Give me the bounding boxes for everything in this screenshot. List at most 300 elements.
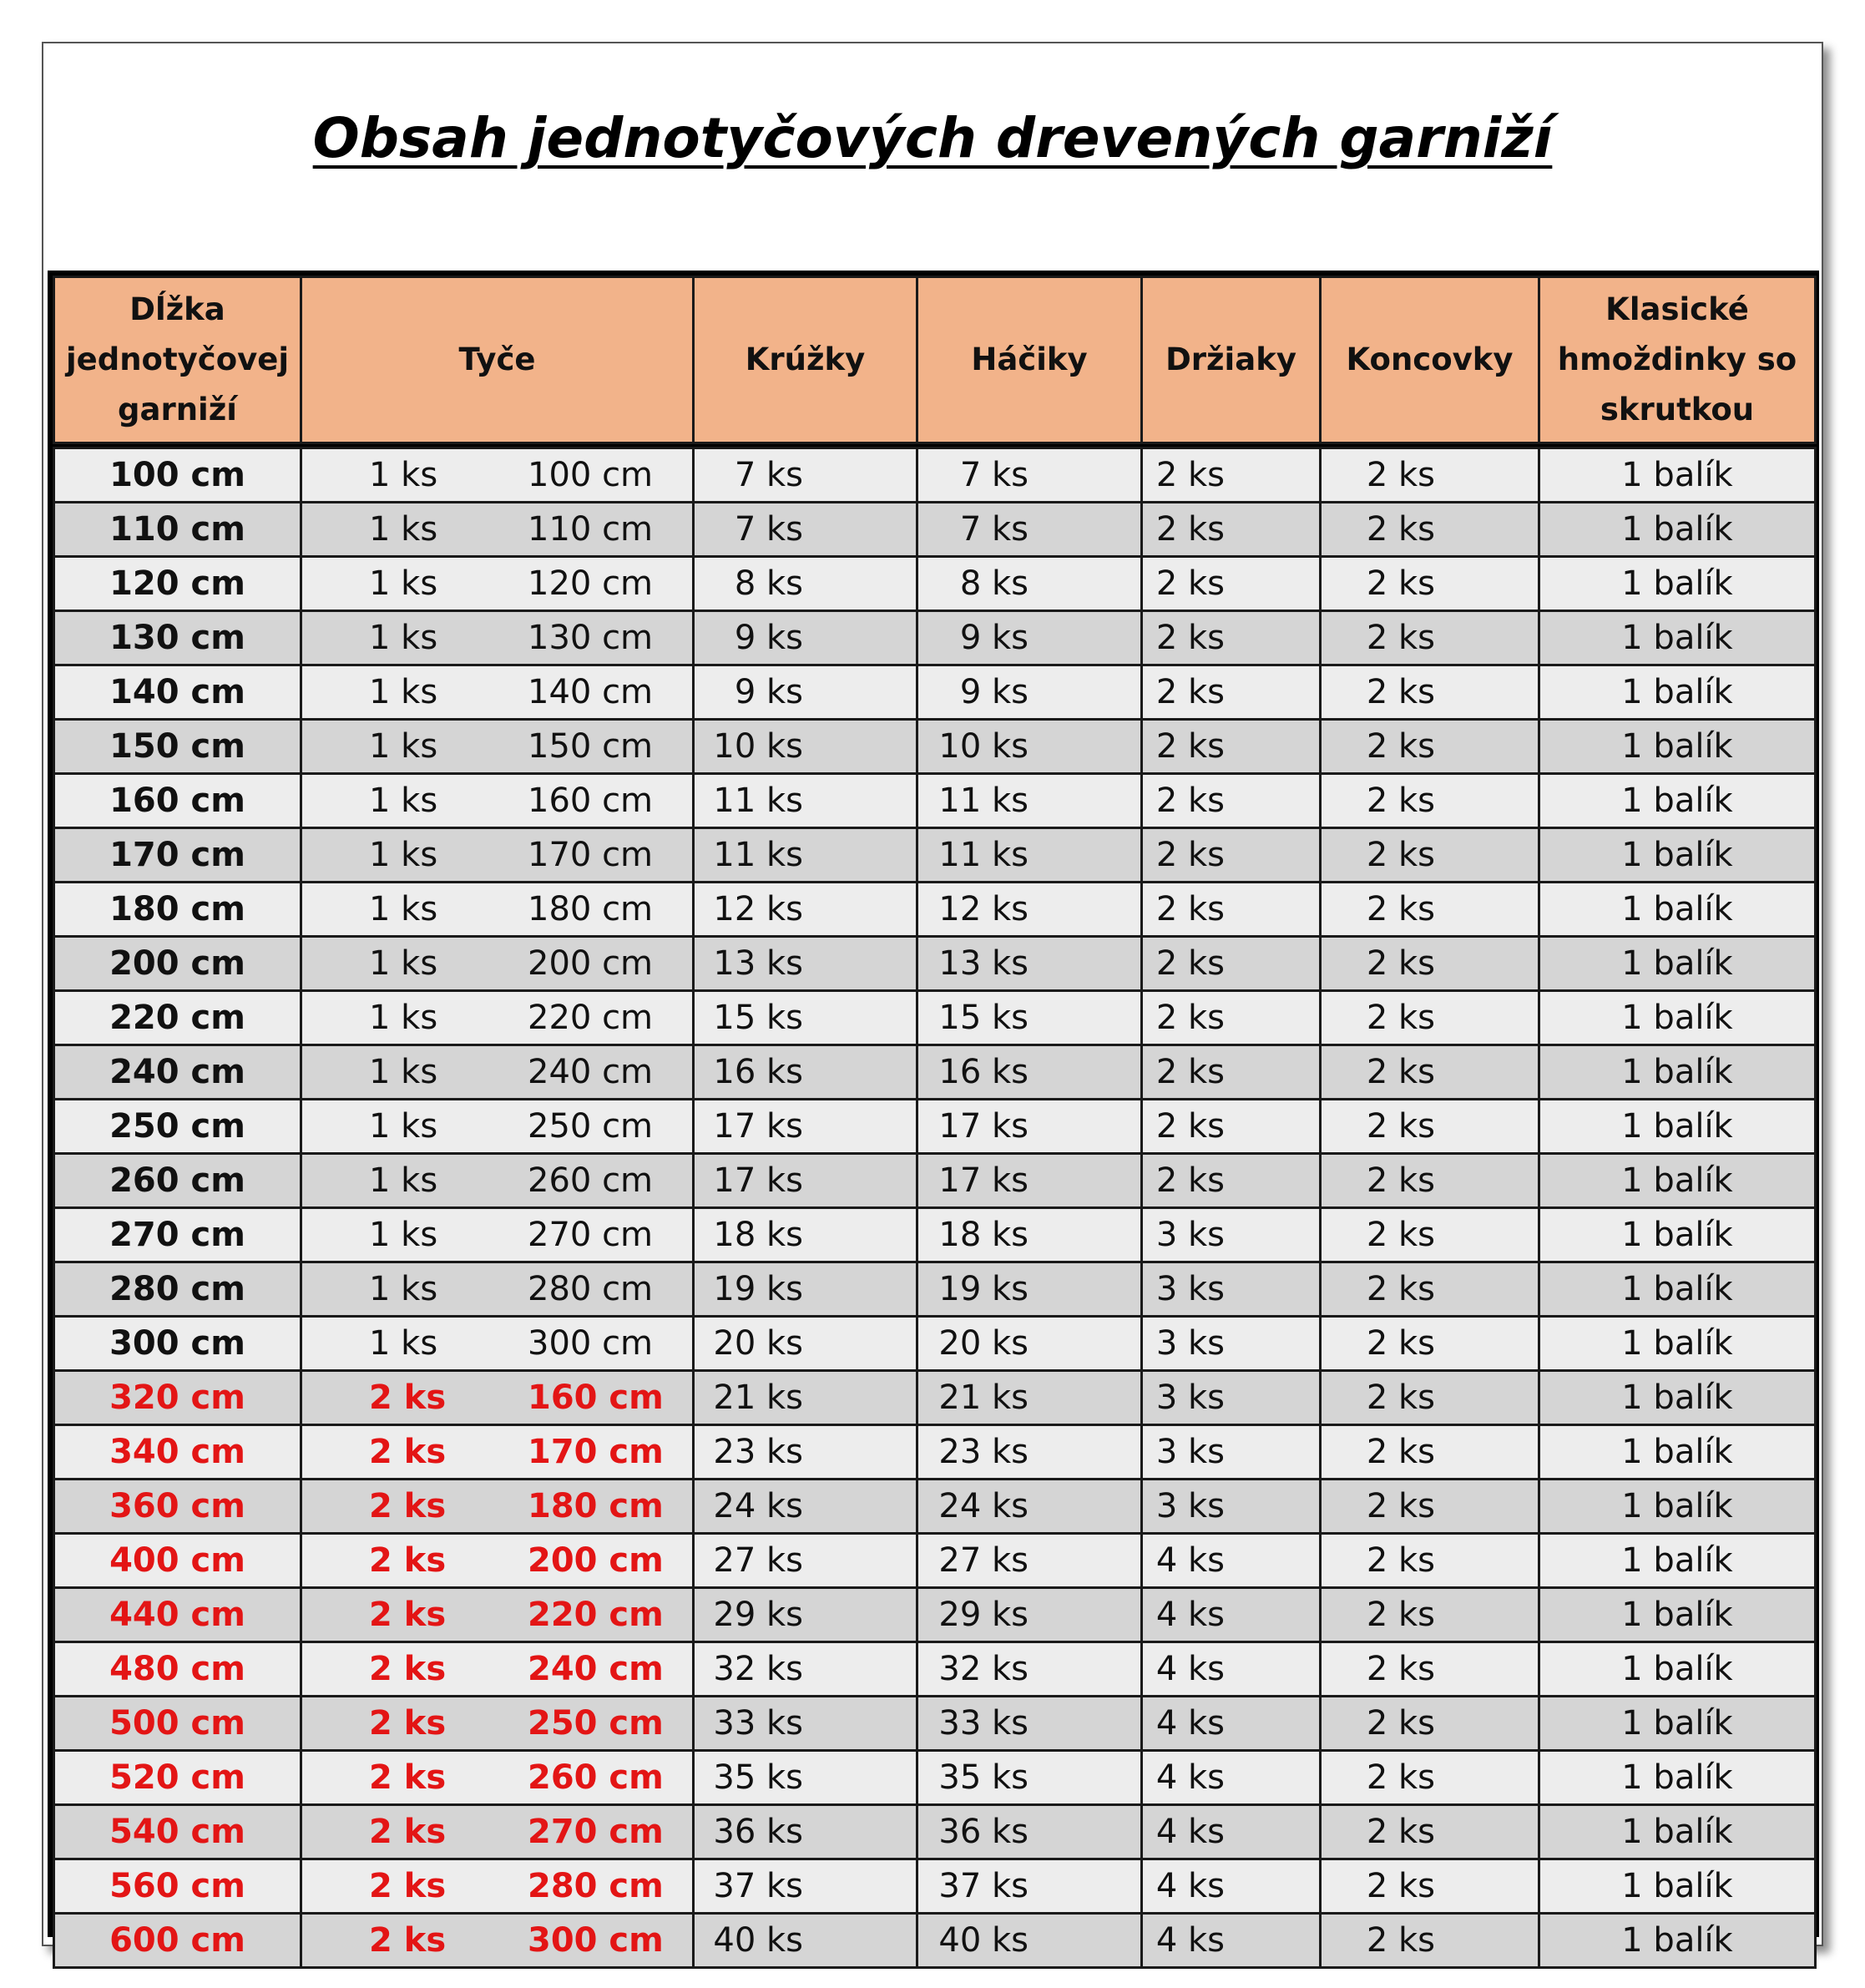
- cell-rods: [301, 1262, 694, 1317]
- cell-length: 480 cm: [54, 1642, 301, 1697]
- cell-anchors: 1 balík: [1539, 828, 1816, 883]
- header-hooks: Háčiky: [917, 277, 1142, 446]
- ends-value: 2 ks: [1366, 890, 1435, 928]
- brackets-value: 4 ks: [1155, 1867, 1225, 1905]
- rod-length: 170 cm: [528, 1433, 664, 1471]
- cell-ends: [1321, 828, 1539, 883]
- cell-length: 600 cm: [54, 1914, 301, 1968]
- table-row: [54, 557, 1816, 611]
- brackets-value: 3 ks: [1155, 1378, 1225, 1417]
- rings-value: 17 ks: [713, 1161, 803, 1200]
- hooks-value: 18 ks: [938, 1216, 1029, 1254]
- cell-hooks: [917, 1262, 1142, 1317]
- cell-rings: [694, 1642, 917, 1697]
- rod-length: 180 cm: [528, 1487, 664, 1525]
- cell-ends: [1321, 1317, 1539, 1371]
- rod-length: 120 cm: [528, 564, 654, 603]
- table-body: [54, 446, 1816, 1968]
- rod-length: 140 cm: [528, 673, 654, 711]
- brackets-value: 4 ks: [1155, 1650, 1225, 1688]
- cell-hooks: [917, 1371, 1142, 1425]
- rod-count: 1 ks: [369, 999, 438, 1037]
- cell-brackets: [1142, 1751, 1321, 1805]
- cell-length: 400 cm: [54, 1534, 301, 1588]
- rod-length: 240 cm: [528, 1053, 654, 1091]
- cell-length: 320 cm: [54, 1371, 301, 1425]
- cell-length: 180 cm: [54, 883, 301, 937]
- rod-length: 160 cm: [528, 1378, 664, 1417]
- table-row: [54, 1045, 1816, 1100]
- cell-rings: [694, 1208, 917, 1262]
- rod-length: 280 cm: [528, 1270, 654, 1308]
- ends-value: 2 ks: [1366, 944, 1435, 983]
- cell-rods: [301, 1371, 694, 1425]
- brackets-value: 3 ks: [1155, 1324, 1225, 1363]
- table-row: [54, 720, 1816, 774]
- cell-rings: [694, 1317, 917, 1371]
- cell-length: 240 cm: [54, 1045, 301, 1100]
- rod-count: 1 ks: [369, 619, 438, 657]
- ends-value: 2 ks: [1366, 1216, 1435, 1254]
- rod-count: 1 ks: [369, 1324, 438, 1363]
- ends-value: 2 ks: [1366, 510, 1435, 549]
- ends-value: 2 ks: [1366, 1324, 1435, 1363]
- rod-count: 1 ks: [369, 564, 438, 603]
- rings-value: 16 ks: [713, 1053, 803, 1091]
- table-row: [54, 1371, 1816, 1425]
- cell-hooks: [917, 937, 1142, 991]
- header-anchors: [1539, 277, 1816, 446]
- rod-count: 1 ks: [369, 944, 438, 983]
- hooks-value: 29 ks: [938, 1596, 1029, 1634]
- rod-count: 2 ks: [369, 1541, 447, 1580]
- hooks-value: 27 ks: [938, 1541, 1029, 1580]
- cell-ends: [1321, 1480, 1539, 1534]
- cell-length: 280 cm: [54, 1262, 301, 1317]
- cell-brackets: [1142, 557, 1321, 611]
- cell-hooks: [917, 1154, 1142, 1208]
- rod-count: 1 ks: [369, 510, 438, 549]
- cell-rods: [301, 1208, 694, 1262]
- cell-rods: [301, 937, 694, 991]
- cell-ends: [1321, 1425, 1539, 1480]
- cell-ends: [1321, 446, 1539, 503]
- rings-value: 40 ks: [713, 1921, 803, 1960]
- ends-value: 2 ks: [1366, 619, 1435, 657]
- cell-ends: [1321, 1100, 1539, 1154]
- brackets-value: 2 ks: [1155, 1107, 1225, 1146]
- cell-length: 220 cm: [54, 991, 301, 1045]
- hooks-value: 32 ks: [938, 1650, 1029, 1688]
- rod-count: 1 ks: [369, 1216, 438, 1254]
- brackets-value: 2 ks: [1155, 564, 1225, 603]
- cell-brackets: [1142, 883, 1321, 937]
- header-length-line: Dĺžka: [129, 291, 225, 327]
- cell-length: 140 cm: [54, 665, 301, 720]
- cell-rods: [301, 774, 694, 828]
- cell-anchors: 1 balík: [1539, 1534, 1816, 1588]
- header-anchors-line: Klasické: [1605, 291, 1749, 327]
- table-row: [54, 1208, 1816, 1262]
- cell-anchors: 1 balík: [1539, 503, 1816, 557]
- table-row: [54, 1262, 1816, 1317]
- brackets-value: 4 ks: [1155, 1758, 1225, 1797]
- brackets-value: 2 ks: [1155, 1161, 1225, 1200]
- cell-anchors: 1 balík: [1539, 1805, 1816, 1859]
- cell-anchors: 1 balík: [1539, 1425, 1816, 1480]
- ends-value: 2 ks: [1366, 1650, 1435, 1688]
- cell-rods: [301, 557, 694, 611]
- rings-value: 13 ks: [713, 944, 803, 983]
- rod-count: 1 ks: [369, 673, 438, 711]
- cell-brackets: [1142, 1805, 1321, 1859]
- cell-ends: [1321, 611, 1539, 665]
- cell-rings: [694, 611, 917, 665]
- cell-rings: [694, 1914, 917, 1968]
- rod-length: 220 cm: [528, 999, 654, 1037]
- cell-brackets: [1142, 720, 1321, 774]
- table-row: [54, 503, 1816, 557]
- cell-rings: [694, 1859, 917, 1914]
- cell-hooks: [917, 1588, 1142, 1642]
- cell-brackets: [1142, 1317, 1321, 1371]
- brackets-value: 2 ks: [1155, 836, 1225, 874]
- rings-value: 8 ks: [734, 564, 803, 603]
- header-row: [54, 277, 1816, 446]
- hooks-value: 16 ks: [938, 1053, 1029, 1091]
- cell-hooks: [917, 1805, 1142, 1859]
- cell-rods: [301, 503, 694, 557]
- hooks-value: 36 ks: [938, 1813, 1029, 1851]
- rings-value: 19 ks: [713, 1270, 803, 1308]
- cell-brackets: [1142, 1425, 1321, 1480]
- cell-brackets: [1142, 1371, 1321, 1425]
- ends-value: 2 ks: [1366, 1921, 1435, 1960]
- cell-length: 360 cm: [54, 1480, 301, 1534]
- cell-rods: [301, 1751, 694, 1805]
- cell-rings: [694, 1045, 917, 1100]
- cell-rods: [301, 611, 694, 665]
- rod-count: 2 ks: [369, 1704, 447, 1743]
- header-brackets: Držiaky: [1142, 277, 1321, 446]
- brackets-value: 2 ks: [1155, 727, 1225, 766]
- rod-count: 2 ks: [369, 1813, 447, 1851]
- cell-rings: [694, 446, 917, 503]
- table-row: [54, 1425, 1816, 1480]
- cell-brackets: [1142, 446, 1321, 503]
- ends-value: 2 ks: [1366, 1487, 1435, 1525]
- cell-anchors: 1 balík: [1539, 446, 1816, 503]
- rod-length: 250 cm: [528, 1107, 654, 1146]
- cell-ends: [1321, 1914, 1539, 1968]
- table-row: [54, 446, 1816, 503]
- cell-anchors: 1 balík: [1539, 720, 1816, 774]
- document-sheet: [42, 42, 1823, 1960]
- brackets-value: 4 ks: [1155, 1541, 1225, 1580]
- brackets-value: 3 ks: [1155, 1270, 1225, 1308]
- cell-rings: [694, 1534, 917, 1588]
- cell-anchors: 1 balík: [1539, 1859, 1816, 1914]
- cell-rods: [301, 1588, 694, 1642]
- ends-value: 2 ks: [1366, 836, 1435, 874]
- table-row: [54, 611, 1816, 665]
- cell-ends: [1321, 991, 1539, 1045]
- cell-ends: [1321, 1859, 1539, 1914]
- rod-count: 1 ks: [369, 1161, 438, 1200]
- cell-rings: [694, 1262, 917, 1317]
- table-row: [54, 1588, 1816, 1642]
- rings-value: 35 ks: [713, 1758, 803, 1797]
- cell-length: 150 cm: [54, 720, 301, 774]
- cell-brackets: [1142, 1208, 1321, 1262]
- table-row: [54, 937, 1816, 991]
- ends-value: 2 ks: [1366, 1053, 1435, 1091]
- cell-anchors: 1 balík: [1539, 774, 1816, 828]
- cell-rods: [301, 1154, 694, 1208]
- header-length: [54, 277, 301, 446]
- cell-anchors: 1 balík: [1539, 1697, 1816, 1751]
- cell-hooks: [917, 1859, 1142, 1914]
- cell-length: 170 cm: [54, 828, 301, 883]
- rod-count: 2 ks: [369, 1378, 447, 1417]
- hooks-value: 37 ks: [938, 1867, 1029, 1905]
- hooks-value: 24 ks: [938, 1487, 1029, 1525]
- brackets-value: 3 ks: [1155, 1216, 1225, 1254]
- rings-value: 10 ks: [713, 727, 803, 766]
- cell-brackets: [1142, 828, 1321, 883]
- rings-value: 24 ks: [713, 1487, 803, 1525]
- rod-count: 2 ks: [369, 1487, 447, 1525]
- cell-length: 340 cm: [54, 1425, 301, 1480]
- cell-rods: [301, 1317, 694, 1371]
- brackets-value: 4 ks: [1155, 1813, 1225, 1851]
- cell-rings: [694, 1751, 917, 1805]
- cell-anchors: 1 balík: [1539, 1751, 1816, 1805]
- cell-rods: [301, 1805, 694, 1859]
- cell-brackets: [1142, 1262, 1321, 1317]
- table-row: [54, 828, 1816, 883]
- rings-value: 20 ks: [713, 1324, 803, 1363]
- table-row: [54, 1642, 1816, 1697]
- rings-value: 11 ks: [713, 782, 803, 820]
- contents-table: [53, 276, 1817, 1969]
- cell-hooks: [917, 665, 1142, 720]
- cell-brackets: [1142, 1588, 1321, 1642]
- rod-count: 1 ks: [369, 836, 438, 874]
- cell-hooks: [917, 1425, 1142, 1480]
- cell-brackets: [1142, 774, 1321, 828]
- cell-length: 270 cm: [54, 1208, 301, 1262]
- hooks-value: 10 ks: [938, 727, 1029, 766]
- table-row: [54, 1859, 1816, 1914]
- cell-rings: [694, 1100, 917, 1154]
- cell-brackets: [1142, 1480, 1321, 1534]
- rod-count: 1 ks: [369, 782, 438, 820]
- rings-value: 9 ks: [734, 673, 803, 711]
- cell-rings: [694, 937, 917, 991]
- rod-count: 1 ks: [369, 456, 438, 494]
- cell-anchors: 1 balík: [1539, 1154, 1816, 1208]
- cell-ends: [1321, 1697, 1539, 1751]
- rod-length: 180 cm: [528, 890, 654, 928]
- hooks-value: 9 ks: [959, 673, 1029, 711]
- table-frame: [48, 271, 1819, 1960]
- header-rings: Krúžky: [694, 277, 917, 446]
- ends-value: 2 ks: [1366, 727, 1435, 766]
- cell-length: 500 cm: [54, 1697, 301, 1751]
- cell-hooks: [917, 1642, 1142, 1697]
- hooks-value: 21 ks: [938, 1378, 1029, 1417]
- cell-hooks: [917, 557, 1142, 611]
- cell-brackets: [1142, 1914, 1321, 1968]
- document-title: Obsah jednotyčových drevených garniží: [312, 106, 1553, 170]
- rod-length: 200 cm: [528, 944, 654, 983]
- cell-length: 520 cm: [54, 1751, 301, 1805]
- cell-anchors: 1 balík: [1539, 1262, 1816, 1317]
- cell-length: 540 cm: [54, 1805, 301, 1859]
- brackets-value: 2 ks: [1155, 510, 1225, 549]
- cell-rings: [694, 503, 917, 557]
- header-anchors-line: hmoždinky so: [1557, 341, 1797, 377]
- cell-anchors: 1 balík: [1539, 1588, 1816, 1642]
- cell-ends: [1321, 557, 1539, 611]
- brackets-value: 3 ks: [1155, 1433, 1225, 1471]
- hooks-value: 15 ks: [938, 999, 1029, 1037]
- cell-brackets: [1142, 665, 1321, 720]
- cell-brackets: [1142, 991, 1321, 1045]
- ends-value: 2 ks: [1366, 1758, 1435, 1797]
- cell-rings: [694, 1697, 917, 1751]
- cell-rings: [694, 1154, 917, 1208]
- hooks-value: 19 ks: [938, 1270, 1029, 1308]
- cell-rods: [301, 828, 694, 883]
- cell-ends: [1321, 1154, 1539, 1208]
- rings-value: 37 ks: [713, 1867, 803, 1905]
- table-row: [54, 1534, 1816, 1588]
- hooks-value: 12 ks: [938, 890, 1029, 928]
- hooks-value: 40 ks: [938, 1921, 1029, 1960]
- cell-rods: [301, 665, 694, 720]
- cell-length: 130 cm: [54, 611, 301, 665]
- cell-ends: [1321, 774, 1539, 828]
- cell-length: 300 cm: [54, 1317, 301, 1371]
- cell-hooks: [917, 503, 1142, 557]
- cell-rings: [694, 1371, 917, 1425]
- hooks-value: 7 ks: [959, 456, 1029, 494]
- cell-hooks: [917, 1317, 1142, 1371]
- cell-rods: [301, 1642, 694, 1697]
- cell-hooks: [917, 611, 1142, 665]
- cell-hooks: [917, 1045, 1142, 1100]
- rings-value: 27 ks: [713, 1541, 803, 1580]
- header-anchors-line: skrutkou: [1600, 392, 1755, 427]
- cell-ends: [1321, 1045, 1539, 1100]
- table-row: [54, 1154, 1816, 1208]
- rod-length: 240 cm: [528, 1650, 664, 1688]
- cell-hooks: [917, 1208, 1142, 1262]
- brackets-value: 3 ks: [1155, 1487, 1225, 1525]
- table-row: [54, 883, 1816, 937]
- cell-rods: [301, 720, 694, 774]
- table-row: [54, 1805, 1816, 1859]
- cell-rings: [694, 774, 917, 828]
- cell-rings: [694, 991, 917, 1045]
- rod-length: 280 cm: [528, 1867, 664, 1905]
- cell-length: 560 cm: [54, 1859, 301, 1914]
- rod-count: 1 ks: [369, 1053, 438, 1091]
- table-row: [54, 1480, 1816, 1534]
- rod-length: 200 cm: [528, 1541, 664, 1580]
- table-row: [54, 991, 1816, 1045]
- cell-ends: [1321, 1751, 1539, 1805]
- brackets-value: 2 ks: [1155, 1053, 1225, 1091]
- ends-value: 2 ks: [1366, 782, 1435, 820]
- cell-hooks: [917, 1751, 1142, 1805]
- cell-length: 440 cm: [54, 1588, 301, 1642]
- rod-count: 2 ks: [369, 1758, 447, 1797]
- rod-length: 250 cm: [528, 1704, 664, 1743]
- cell-hooks: [917, 1480, 1142, 1534]
- rod-count: 1 ks: [369, 727, 438, 766]
- cell-length: 250 cm: [54, 1100, 301, 1154]
- rod-count: 1 ks: [369, 1270, 438, 1308]
- cell-rods: [301, 1534, 694, 1588]
- cell-rods: [301, 446, 694, 503]
- cell-anchors: 1 balík: [1539, 1317, 1816, 1371]
- ends-value: 2 ks: [1366, 1541, 1435, 1580]
- cell-anchors: 1 balík: [1539, 1371, 1816, 1425]
- cell-brackets: [1142, 1045, 1321, 1100]
- rod-length: 300 cm: [528, 1324, 654, 1363]
- table-row: [54, 1697, 1816, 1751]
- rings-value: 7 ks: [734, 456, 803, 494]
- cell-rings: [694, 1805, 917, 1859]
- hooks-value: 11 ks: [938, 782, 1029, 820]
- cell-anchors: 1 balík: [1539, 557, 1816, 611]
- rod-count: 1 ks: [369, 890, 438, 928]
- rings-value: 15 ks: [713, 999, 803, 1037]
- hooks-value: 23 ks: [938, 1433, 1029, 1471]
- cell-rings: [694, 883, 917, 937]
- hooks-value: 17 ks: [938, 1107, 1029, 1146]
- cell-rings: [694, 828, 917, 883]
- cell-length: 110 cm: [54, 503, 301, 557]
- cell-brackets: [1142, 611, 1321, 665]
- cell-rings: [694, 1480, 917, 1534]
- cell-ends: [1321, 503, 1539, 557]
- brackets-value: 4 ks: [1155, 1596, 1225, 1634]
- rings-value: 21 ks: [713, 1378, 803, 1417]
- rod-length: 170 cm: [528, 836, 654, 874]
- table-row: [54, 1317, 1816, 1371]
- ends-value: 2 ks: [1366, 999, 1435, 1037]
- cell-rods: [301, 1045, 694, 1100]
- title-wrap: [43, 106, 1822, 170]
- cell-ends: [1321, 883, 1539, 937]
- cell-rings: [694, 720, 917, 774]
- header-rods: Tyče: [301, 277, 694, 446]
- rings-value: 12 ks: [713, 890, 803, 928]
- rod-length: 220 cm: [528, 1596, 664, 1634]
- cell-rods: [301, 883, 694, 937]
- hooks-value: 7 ks: [959, 510, 1029, 549]
- cell-brackets: [1142, 1697, 1321, 1751]
- header-ends: Koncovky: [1321, 277, 1539, 446]
- cell-rods: [301, 1914, 694, 1968]
- cell-ends: [1321, 720, 1539, 774]
- rings-value: 29 ks: [713, 1596, 803, 1634]
- cell-anchors: 1 balík: [1539, 611, 1816, 665]
